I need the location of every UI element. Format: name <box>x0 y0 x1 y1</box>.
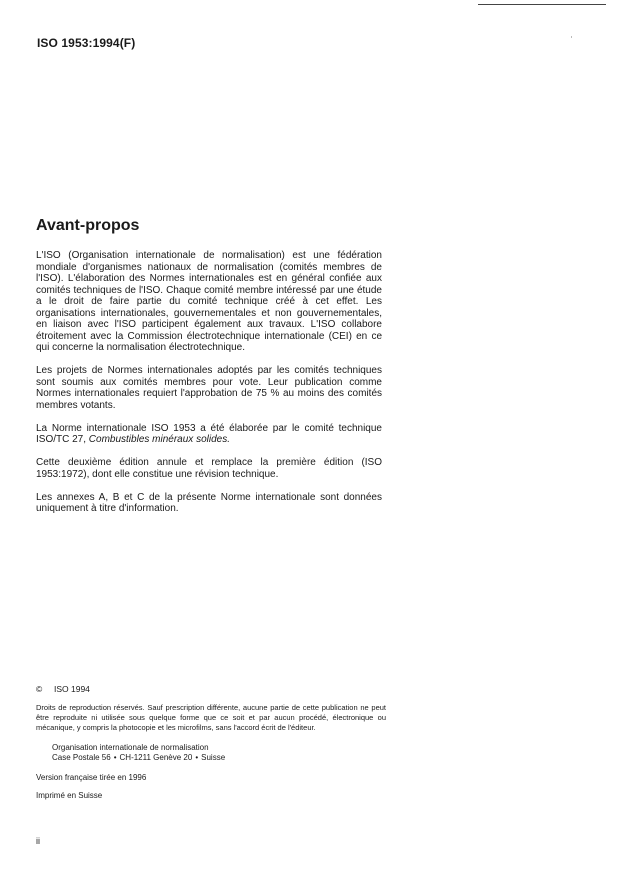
foreword-paragraph-4: Cette deuxième édition annule et remplace la première édition (ISO 1953:1972), dont elle constitue une révision technique. <box>36 457 382 480</box>
foreword-paragraph-5: Les annexes A, B et C de la présente Norme internationale sont données uniquement à titre d'information. <box>36 491 382 514</box>
publisher-address <box>36 743 386 763</box>
bullet-separator: • <box>113 753 117 762</box>
scan-speck <box>571 36 572 38</box>
copyright-text: ISO 1994 <box>54 684 90 694</box>
publisher-location <box>52 753 386 763</box>
page-number: ii <box>36 836 40 846</box>
publisher-name: Organisation internationale de normalisation <box>52 743 209 752</box>
copyright-block <box>36 684 386 809</box>
address-city: CH-1211 Genève 20 <box>119 753 193 762</box>
address-country: Suisse <box>201 753 226 762</box>
version-note: Version française tirée en 1996 <box>36 773 147 782</box>
copyright-symbol: © <box>36 684 43 694</box>
foreword-paragraph-2: Les projets de Normes internationales adoptés par les comités techniques sont soumis aux comités membres pour vote. Leur publication comme Normes internationales requiert l'approbation de 75 % au moins des comités membres votants. <box>36 365 382 411</box>
committee-text: La Norme internationale ISO 1953 a été élaborée par le comité technique ISO/TC 27, <box>36 422 382 445</box>
foreword-body <box>36 250 382 526</box>
rights-notice: Droits de reproduction réservés. Sauf prescription différente, aucune partie de cette publication ne peut être reproduite ni utilisée sous quelque forme que ce soit et par aucun procédé, électronique ou mécanique, y compris la photocopie et les microfilms, sans l'accord écrit de l'éditeur. <box>36 703 386 732</box>
standard-id: ISO 1953:1994(F) <box>37 36 136 50</box>
committee-title: Combustibles minéraux solides. <box>88 434 230 445</box>
foreword-paragraph-3 <box>36 423 382 446</box>
foreword-paragraph-1: L'ISO (Organisation internationale de normalisation) est une fédération mondiale d'organismes nationaux de normalisation (comités membres de l'ISO). L'élaboration des Normes internationales est en général confiée aux comités techniques de l'ISO. Chaque comité membre intéressé par une étude a le droit de faire partie du comité technique créé à cet effet. Les organisations internationales, gouvernementales et non gouvernementales, en liaison avec l'ISO participent également aux travaux. L'ISO collabore étroitement avec la Commission électrotechnique internationale (CEI) en ce qui concerne la normalisation électrotechnique. <box>36 250 382 353</box>
foreword-title: Avant-propos <box>36 217 140 234</box>
copyright-line <box>36 684 386 694</box>
address-postbox: Case Postale 56 <box>52 753 111 762</box>
printed-note: Imprimé en Suisse <box>36 791 103 800</box>
bullet-separator: • <box>195 753 199 762</box>
top-rule <box>478 4 606 5</box>
